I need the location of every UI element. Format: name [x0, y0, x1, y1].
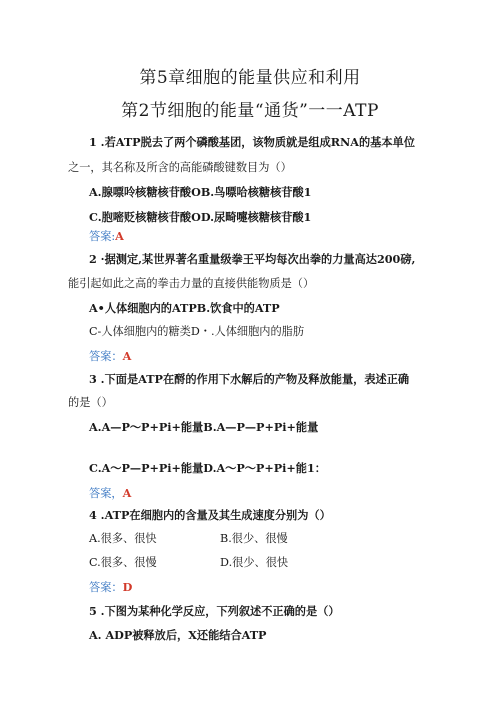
question-1-answer — [89, 229, 124, 244]
question-4-option-c: C.很多、很慢 — [89, 556, 157, 569]
question-1-options-cd: C.胞嘧贬核糖核苷酸OD.尿畸嚏核糖核苷酸1 — [89, 210, 312, 224]
question-2-options-cd: C-人体细胞内的糖类D・.人体细胞内的脂肪 — [89, 325, 305, 338]
question-3-answer — [89, 486, 131, 501]
answer-value: A — [122, 349, 132, 363]
question-3-line-2: 的是（） — [68, 396, 113, 409]
chapter-title: 第5章细胞的能量供应和利用 — [139, 68, 361, 88]
answer-label: 答案： — [89, 581, 123, 594]
answer-label: 答案， — [89, 487, 123, 500]
question-4-answer — [89, 580, 132, 595]
question-3-line-1: 3 .下面是ATP在酹的作用下水解后的产物及释放能量，表述正确 — [89, 372, 410, 386]
question-4-option-b: B.很少、很慢 — [220, 532, 288, 545]
question-4-line-1: 4 .ATP在细胞内的含量及其生成速度分别为（） — [89, 508, 331, 522]
question-4-option-a: A.很多、很快 — [89, 532, 157, 545]
question-2-line-1: 2 ·据测定,某世界著名重量级拳王平均每次出拳的力量高达200磅, — [89, 252, 416, 266]
question-3-options-cd: C.A～P—P+Pi+能量D.A～P～P+Pi+能1： — [89, 461, 326, 475]
question-1-options-ab: A.腺嘌呤核糖核苷酸OB.鸟嘌哈核糖核苷酸1 — [89, 185, 312, 199]
answer-label: 答案: — [89, 230, 116, 243]
question-2-options-ab: A•人体细胞内的ATPB.饮食中的ATP — [89, 301, 280, 315]
question-2-line-2: 能引起如此之高的拳击力量的直接供能物质是（） — [68, 277, 315, 290]
answer-value: D — [122, 580, 133, 594]
answer-label: 答案： — [89, 350, 123, 363]
question-4-option-d: D.很少、很快 — [220, 556, 289, 569]
question-5-option-a: A. ADP被释放后，X还能结合ATP — [89, 628, 267, 642]
answer-value: A — [115, 229, 124, 243]
question-5-line-1: 5 .下图为某种化学反应，下列叙述不正确的是（） — [89, 604, 340, 618]
question-3-options-ab: A.A—P～P+Pi+能量B.A—P—P+Pi+能量 — [89, 420, 319, 434]
question-1-line-1: 1 .若ATP脱去了两个磷酸基团，该物质就是组成RNA的基本单位 — [89, 135, 415, 149]
question-1-line-2: 之一，其名称及所含的高能磷酸键数目为（） — [68, 161, 292, 174]
question-2-answer — [89, 349, 131, 364]
answer-value: A — [122, 486, 132, 500]
section-title: 第2节细胞的能量“通货”一一ATP — [121, 101, 379, 121]
